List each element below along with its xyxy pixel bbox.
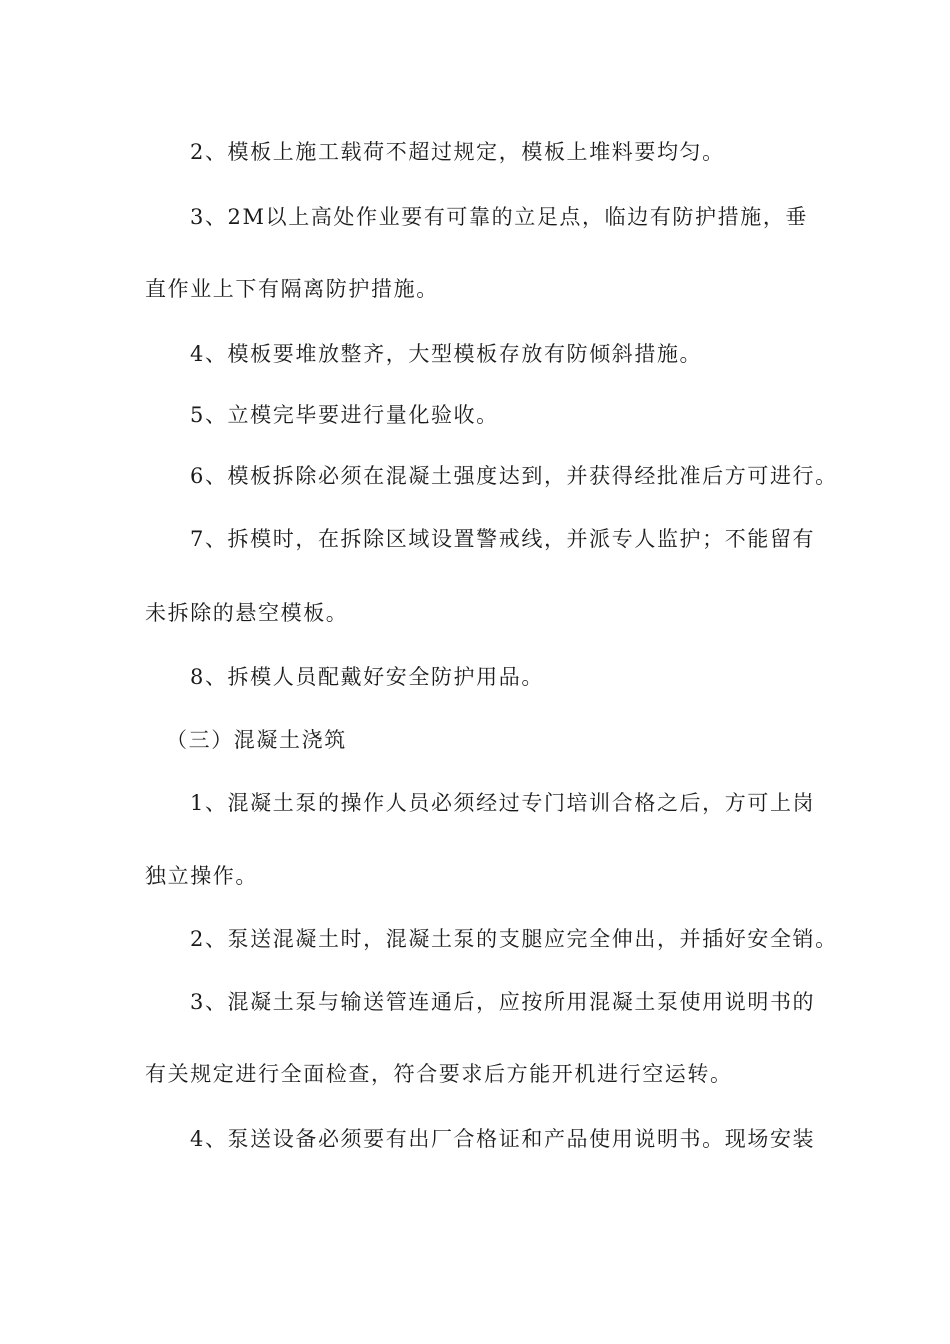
paragraph-line: 有关规定进行全面检查，符合要求后方能开机进行空运转。: [145, 1062, 733, 1086]
paragraph-line: 3、2M以上高处作业要有可靠的立足点，临边有防护措施，垂: [190, 205, 809, 229]
paragraph-line: 2、模板上施工载荷不超过规定，模板上堆料要均匀。: [190, 140, 725, 164]
paragraph-line: 7、拆模时，在拆除区域设置警戒线，并派专人监护；不能留有: [190, 527, 816, 551]
section-heading: （三）混凝土浇筑: [166, 728, 347, 752]
paragraph-line: 独立操作。: [145, 864, 258, 888]
paragraph-line: 5、立模完毕要进行量化验收。: [190, 403, 499, 427]
paragraph-line: 2、泵送混凝土时，混凝土泵的支腿应完全伸出，并插好安全销。: [190, 927, 838, 951]
paragraph-line: 4、泵送设备必须要有出厂合格证和产品使用说明书。现场安装: [190, 1127, 816, 1151]
paragraph-line: 4、模板要堆放整齐，大型模板存放有防倾斜措施。: [190, 342, 703, 366]
paragraph-line: 直作业上下有隔离防护措施。: [145, 277, 439, 301]
paragraph-line: 3、混凝土泵与输送管连通后，应按所用混凝土泵使用说明书的: [190, 990, 816, 1014]
paragraph-line: 6、模板拆除必须在混凝土强度达到，并获得经批准后方可进行。: [190, 464, 838, 488]
paragraph-line: 1、混凝土泵的操作人员必须经过专门培训合格之后，方可上岗: [190, 791, 816, 815]
paragraph-line: 8、拆模人员配戴好安全防护用品。: [190, 665, 544, 689]
paragraph-line: 未拆除的悬空模板。: [145, 601, 349, 625]
